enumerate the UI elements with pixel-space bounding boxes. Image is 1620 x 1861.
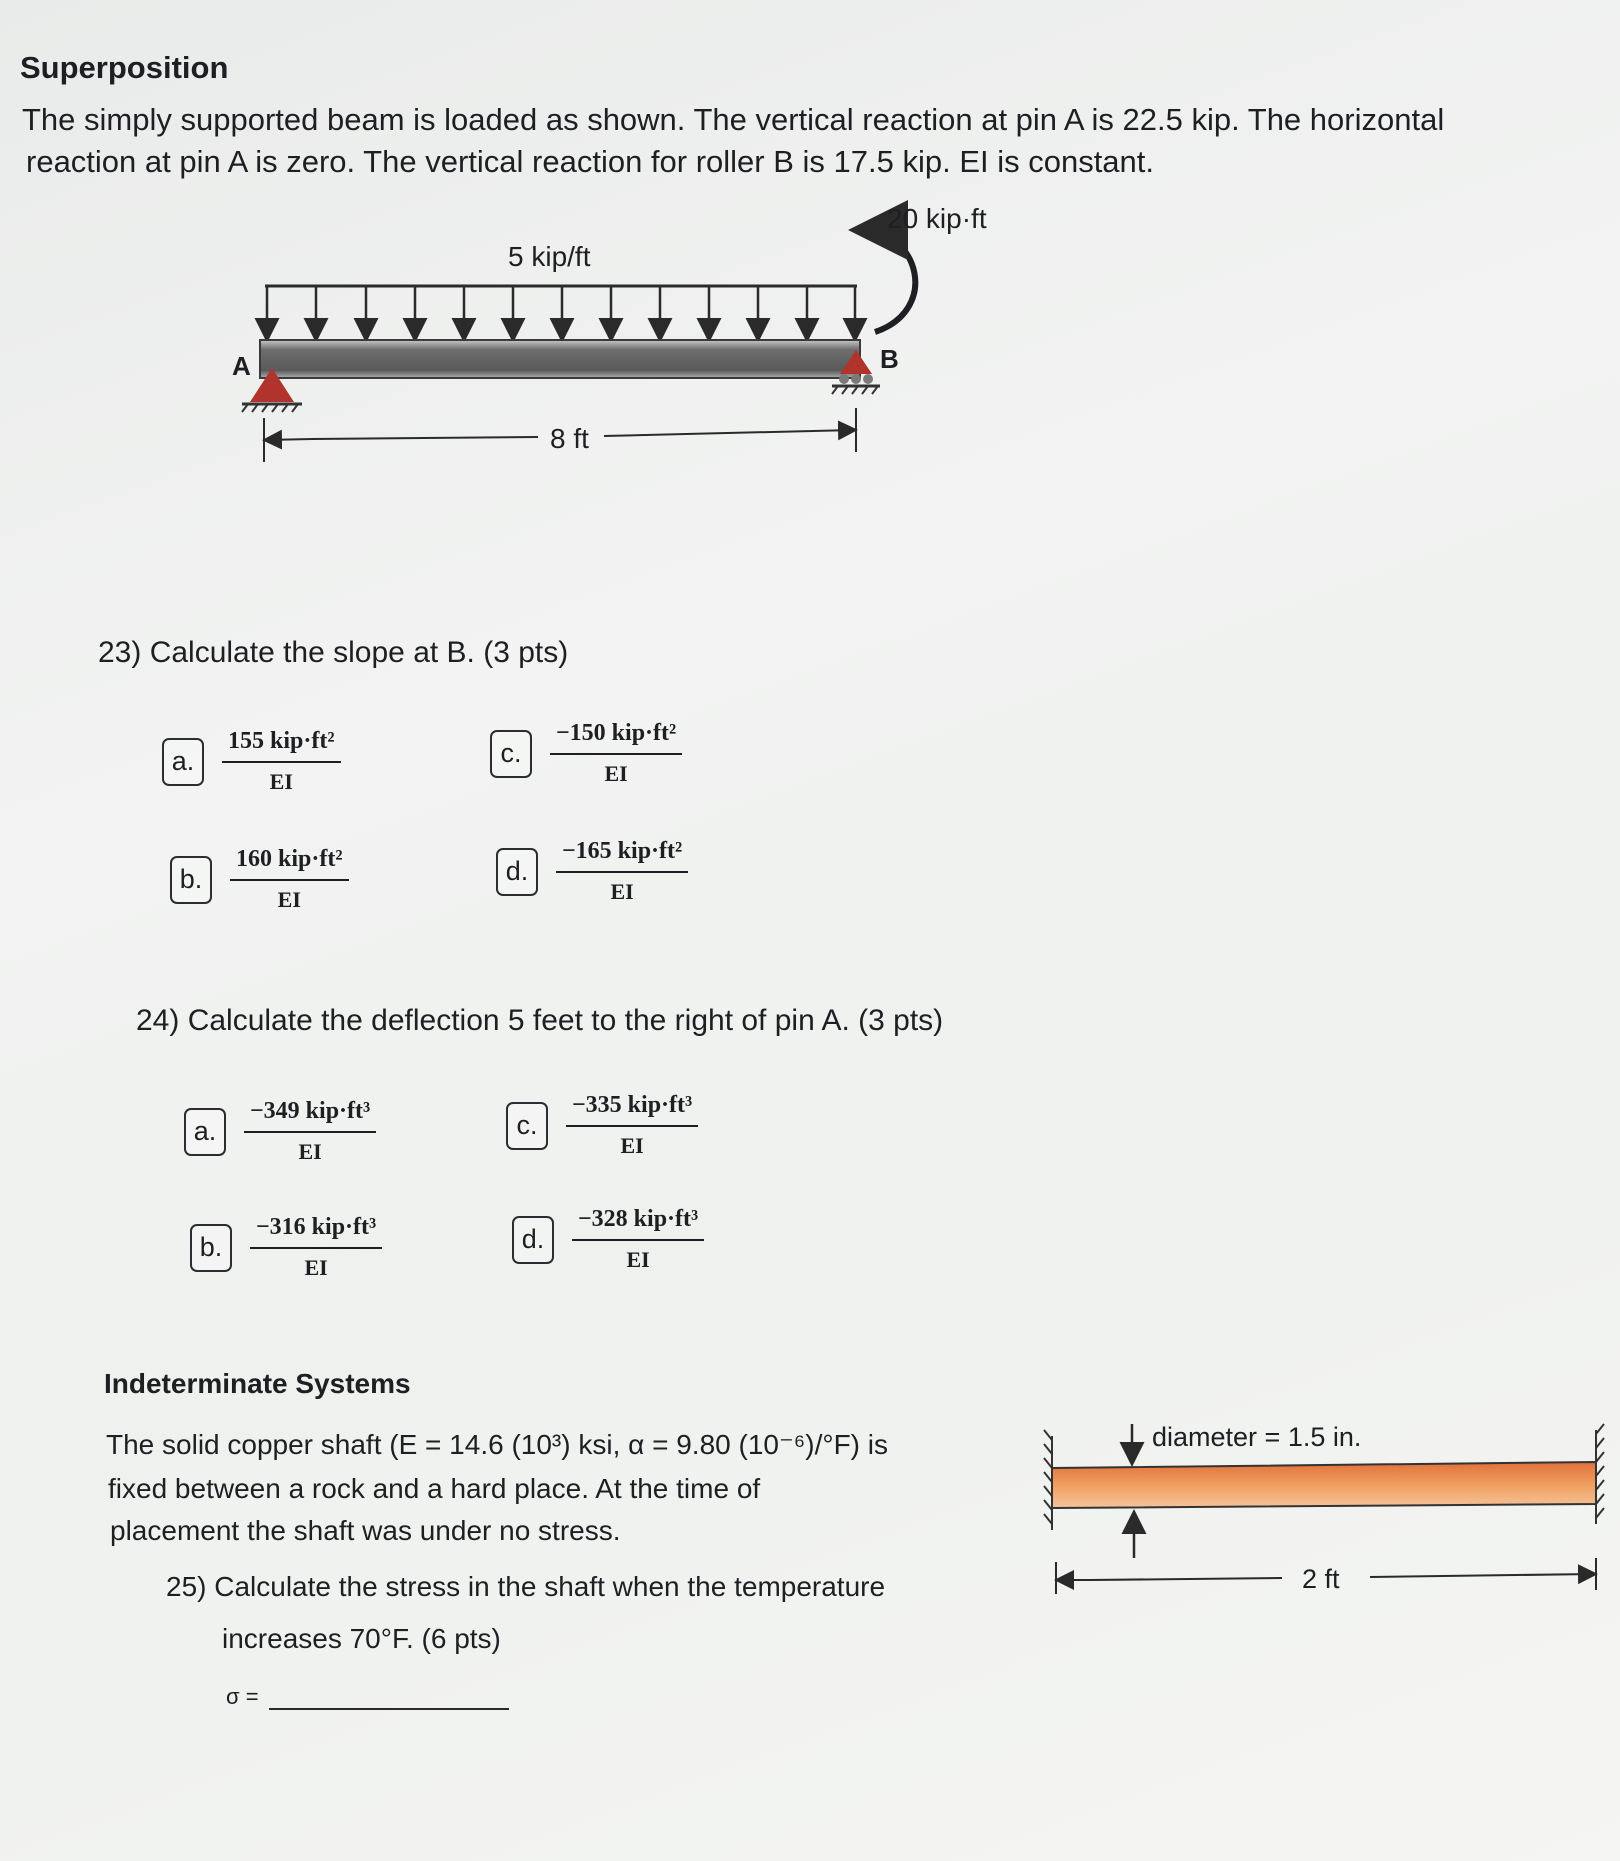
left-fixed-wall [1044,1430,1052,1530]
fraction-numerator: 160 kip·ft² [230,846,349,881]
indeterminate-line-2: fixed between a rock and a hard place. At the time of [108,1473,761,1504]
option-letter-box[interactable]: c. [490,730,532,778]
answer-fraction [550,720,682,787]
fraction-numerator: −150 kip·ft² [550,720,682,755]
question-25-line-2: increases 70°F. (6 pts) [222,1623,501,1654]
problem-statement-line-1: The simply supported beam is loaded as shown. The vertical reaction at pin A is 22.5 kip. The horizontal [22,102,1445,137]
moment-arrow [860,230,915,332]
copper-shaft [1052,1462,1596,1508]
fraction-denominator: EI [604,761,628,786]
beam-diagram [220,200,1100,560]
option-letter-box[interactable]: d. [512,1216,554,1264]
q24-option-a[interactable] [184,1098,376,1165]
length-label: 2 ft [1302,1564,1340,1594]
option-letter-box[interactable]: a. [162,738,204,786]
q24-option-c[interactable] [506,1092,698,1159]
answer-fraction [244,1098,376,1165]
diameter-label: diameter = 1.5 in. [1152,1422,1362,1452]
answer-fraction [222,728,341,795]
option-letter-box[interactable]: b. [190,1224,232,1272]
fraction-numerator: −349 kip·ft³ [244,1098,376,1133]
indeterminate-line-3: placement the shaft was under no stress. [110,1515,621,1546]
moment-label: 20 kip·ft [887,203,987,234]
support-a-label: A [232,351,251,381]
sigma-label: σ = [226,1684,259,1709]
fraction-numerator: −316 kip·ft³ [250,1214,382,1249]
right-fixed-wall [1596,1424,1604,1524]
fraction-denominator: EI [298,1139,322,1164]
option-letter-box[interactable]: a. [184,1108,226,1156]
answer-fraction [230,846,349,913]
answer-fraction [566,1092,698,1159]
q23-option-a[interactable] [162,728,341,795]
section-title-superposition: Superposition [20,50,229,85]
problem-statement-line-2: reaction at pin A is zero. The vertical reaction for roller B is 17.5 kip. EI is constant. [26,144,1155,179]
fraction-numerator: −335 kip·ft³ [566,1092,698,1127]
load-label: 5 kip/ft [508,241,591,272]
shaft-diagram [1030,1410,1620,1610]
fraction-numerator: 155 kip·ft² [222,728,341,763]
fraction-numerator: −328 kip·ft³ [572,1206,704,1241]
indeterminate-line-1: The solid copper shaft (E = 14.6 (10³) ksi, α = 9.80 (10⁻⁶)/°F) is [106,1429,889,1460]
fraction-denominator: EI [269,769,293,794]
span-label: 8 ft [550,423,589,454]
beam [260,340,860,378]
q23-option-b[interactable] [170,846,349,913]
support-b-label: B [880,344,899,374]
fraction-numerator: −165 kip·ft² [556,838,688,873]
option-letter-box[interactable]: c. [506,1102,548,1150]
question-25-line-1: 25) Calculate the stress in the shaft when the temperature [166,1571,886,1602]
fraction-denominator: EI [610,879,634,904]
fraction-denominator: EI [620,1133,644,1158]
option-letter-box[interactable]: d. [496,848,538,896]
answer-blank[interactable] [269,1686,509,1710]
fraction-denominator: EI [277,887,301,912]
q24-option-b[interactable] [190,1214,382,1281]
fraction-denominator: EI [304,1255,328,1280]
option-letter-box[interactable]: b. [170,856,212,904]
answer-fraction [572,1206,704,1273]
q23-option-c[interactable] [490,720,682,787]
question-23-prompt: 23) Calculate the slope at B. (3 pts) [98,636,569,669]
answer-sigma [226,1684,509,1710]
fraction-denominator: EI [626,1247,650,1272]
q24-option-d[interactable] [512,1206,704,1273]
q23-option-d[interactable] [496,838,688,905]
distributed-load [265,286,857,338]
section-title-indeterminate: Indeterminate Systems [104,1368,411,1399]
answer-fraction [556,838,688,905]
question-24-prompt: 24) Calculate the deflection 5 feet to the right of pin A. (3 pts) [136,1004,944,1037]
answer-fraction [250,1214,382,1281]
